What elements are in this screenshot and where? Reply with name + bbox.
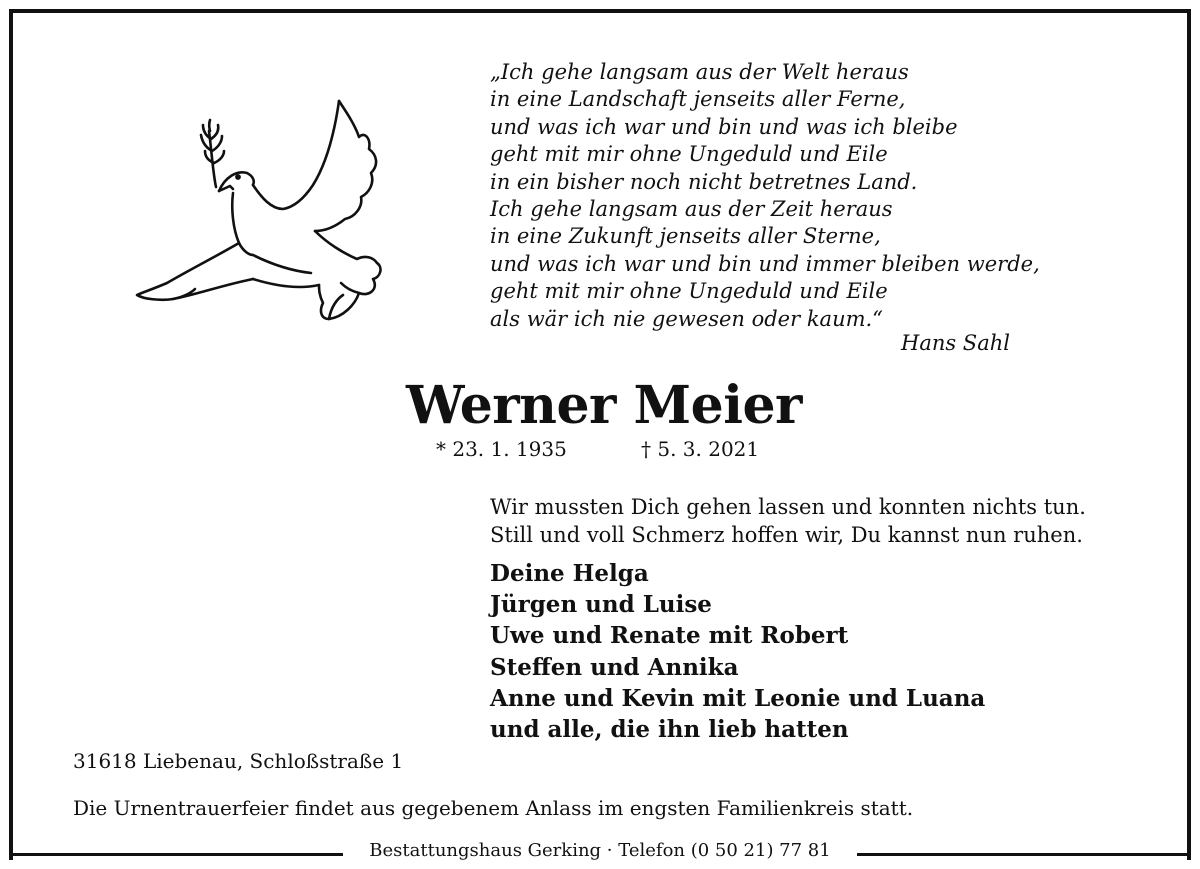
footer-rule-left bbox=[13, 853, 343, 856]
dove-with-olive-branch-icon bbox=[133, 93, 395, 325]
mourner-entry: und alle, die ihn lieb hatten bbox=[490, 716, 849, 744]
verse-line: Wir mussten Dich gehen lassen und konnten nichts tun. bbox=[490, 495, 1086, 519]
memorial-verse bbox=[490, 493, 1170, 549]
address: 31618 Liebenau, Schloßstraße 1 bbox=[73, 749, 404, 773]
poem-line: und was ich war und bin und was ich bleibe bbox=[490, 114, 958, 139]
poem-line: Ich gehe langsam aus der Zeit heraus bbox=[490, 197, 893, 222]
verse-line: Still und voll Schmerz hoffen wir, Du kannst nun ruhen. bbox=[490, 523, 1083, 547]
obituary-frame bbox=[9, 9, 1191, 860]
funeral-home-footer: Bestattungshaus Gerking · Telefon (0 50 21) 77 81 bbox=[369, 840, 831, 860]
funeral-notice: Die Urnentrauerfeier findet aus gegebenem Anlass im engsten Familienkreis statt. bbox=[73, 796, 914, 820]
poem-line: geht mit mir ohne Ungeduld und Eile bbox=[490, 279, 888, 304]
mourner-entry: Anne und Kevin mit Leonie und Luana bbox=[490, 684, 986, 712]
footer-rule-right bbox=[857, 853, 1191, 856]
poem-line: und was ich war und bin und immer bleiben werde, bbox=[490, 251, 1040, 276]
poem-line: „Ich gehe langsam aus der Welt heraus bbox=[490, 60, 909, 84]
mourners-list bbox=[490, 558, 1170, 745]
poem-line: geht mit mir ohne Ungeduld und Eile bbox=[490, 142, 888, 167]
mourner-entry: Uwe und Renate mit Robert bbox=[490, 622, 849, 650]
deceased-name: Werner Meier bbox=[406, 375, 802, 436]
poem-line: als wär ich nie gewesen oder kaum.“ bbox=[490, 306, 883, 331]
death-date: † 5. 3. 2021 bbox=[641, 437, 760, 461]
mourner-entry: Steffen und Annika bbox=[490, 653, 739, 681]
poem-line: in ein bisher noch nicht betretnes Land. bbox=[490, 169, 918, 194]
poem-author: Hans Sahl bbox=[901, 331, 1010, 355]
poem bbox=[490, 59, 1110, 333]
mourner-entry: Deine Helga bbox=[490, 560, 649, 587]
poem-line: in eine Landschaft jenseits aller Ferne, bbox=[490, 87, 906, 112]
mourner-entry: Jürgen und Luise bbox=[490, 591, 712, 619]
poem-line: in eine Zukunft jenseits aller Sterne, bbox=[490, 224, 881, 249]
birth-date: * 23. 1. 1935 bbox=[436, 437, 567, 461]
